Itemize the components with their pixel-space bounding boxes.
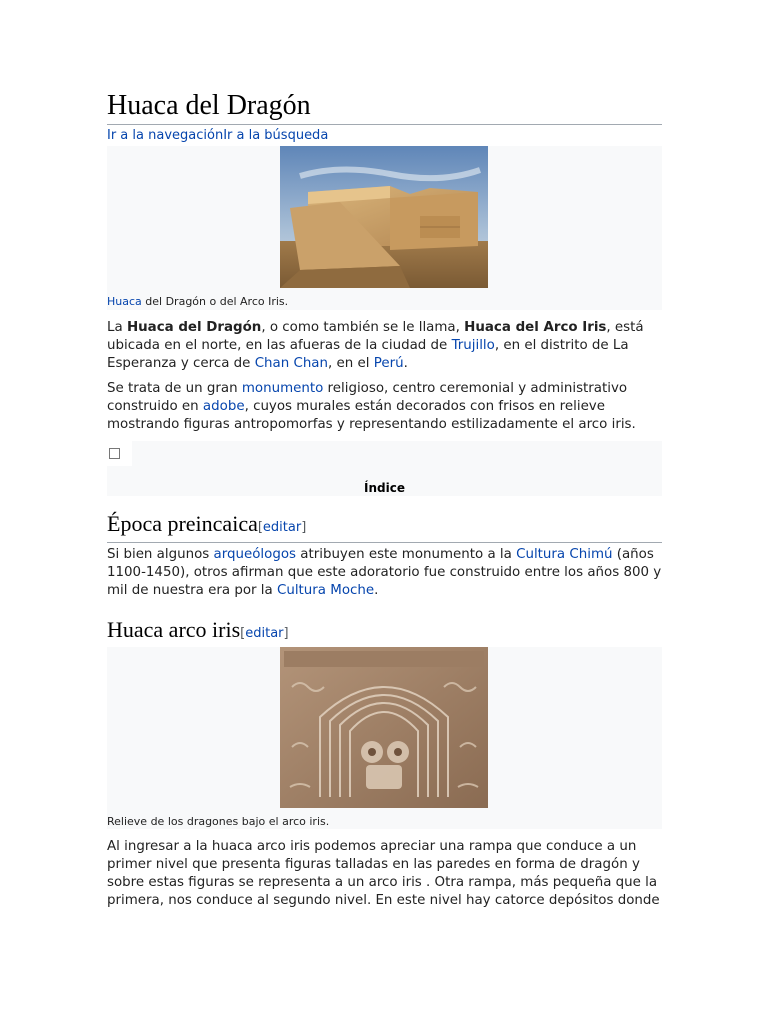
text: religioso, centro ceremonial y administrativo construido en — [107, 381, 628, 414]
edit-section-link[interactable]: editar — [262, 520, 302, 535]
section-heading-epoca — [107, 510, 662, 543]
bold-term: Huaca del Arco Iris — [464, 320, 607, 335]
edit-bracket: ] — [283, 626, 289, 641]
text: atribuyen este monumento a la — [296, 547, 517, 562]
trujillo-link[interactable]: Trujillo — [451, 338, 495, 353]
toc-title: Índice — [364, 481, 405, 495]
bold-term: Huaca del Dragón — [126, 320, 262, 335]
text: . — [403, 356, 408, 371]
section1-paragraph — [107, 546, 662, 600]
section2-paragraph: Al ingresar a la huaca arco iris podemos apreciar una rampa que conduce a un primer nivel que presenta figuras talladas en las paredes en forma de dragón y sobre estas figuras se representa a un arco iris . Otra rampa, más pequeña que la primera, nos conduce al segundo nivel. En este nivel hay catorce depósitos donde — [107, 839, 660, 908]
adobe-pyramid-photo-icon[interactable] — [280, 146, 488, 288]
edit-section-link[interactable]: editar — [245, 626, 284, 641]
figure-dragon-relief — [107, 647, 662, 829]
text: La — [107, 320, 127, 335]
figure-huaca — [107, 146, 662, 310]
dragon-relief-photo-icon[interactable] — [280, 647, 488, 808]
jump-links — [107, 127, 328, 145]
caption-text: del Dragón o del Arco Iris. — [141, 295, 289, 308]
text: Si bien algunos — [107, 547, 214, 562]
heading-text: Huaca arco iris — [107, 617, 241, 642]
intro-paragraph-2 — [107, 380, 662, 434]
peru-link[interactable]: Perú — [373, 356, 404, 371]
intro-paragraph-1 — [107, 319, 662, 373]
jump-to-search-link[interactable]: Ir a la búsqueda — [223, 128, 329, 143]
edit-bracket: [ — [240, 626, 246, 641]
text: , cuyos murales están decorados con frisos en relieve mostrando figuras antropomorfas y representando estilizadamente el arco iris. — [107, 399, 636, 432]
edit-bracket: ] — [301, 520, 307, 535]
caption-huaca-link[interactable]: Huaca — [107, 295, 142, 308]
jump-to-navigation-link[interactable]: Ir a la navegación — [107, 128, 224, 143]
text: , en el — [328, 356, 374, 371]
adobe-link[interactable]: adobe — [202, 399, 245, 414]
monumento-link[interactable]: monumento — [241, 381, 324, 396]
figure-caption: Relieve de los dragones bajo el arco iris. — [107, 815, 330, 828]
cultura-moche-link[interactable]: Cultura Moche — [277, 583, 375, 598]
text: . — [374, 583, 379, 598]
chan-chan-link[interactable]: Chan Chan — [254, 356, 329, 371]
text: , o como también se le llama, — [261, 320, 465, 335]
edit-bracket: [ — [257, 520, 263, 535]
cultura-chimu-link[interactable]: Cultura Chimú — [516, 547, 613, 562]
text: Se trata de un gran — [107, 381, 242, 396]
heading-text: Época preincaica — [107, 511, 258, 536]
text: , en el distrito de La Esperanza y cerca de — [107, 338, 629, 371]
arqueologos-link[interactable]: arqueólogos — [213, 547, 296, 562]
page-title: Huaca del Dragón — [107, 88, 662, 125]
table-of-contents — [107, 441, 662, 496]
figure-caption — [107, 295, 288, 309]
toc-toggle-checkbox[interactable] — [109, 448, 120, 459]
text: , está ubicada en el norte, en las afueras de la ciudad de — [107, 320, 644, 353]
text: (años 1100-1450), otros afirman que este adoratorio fue construido entre los años 800 y mil de nuestra era por la — [107, 547, 662, 598]
section-heading-arco-iris — [107, 616, 662, 649]
